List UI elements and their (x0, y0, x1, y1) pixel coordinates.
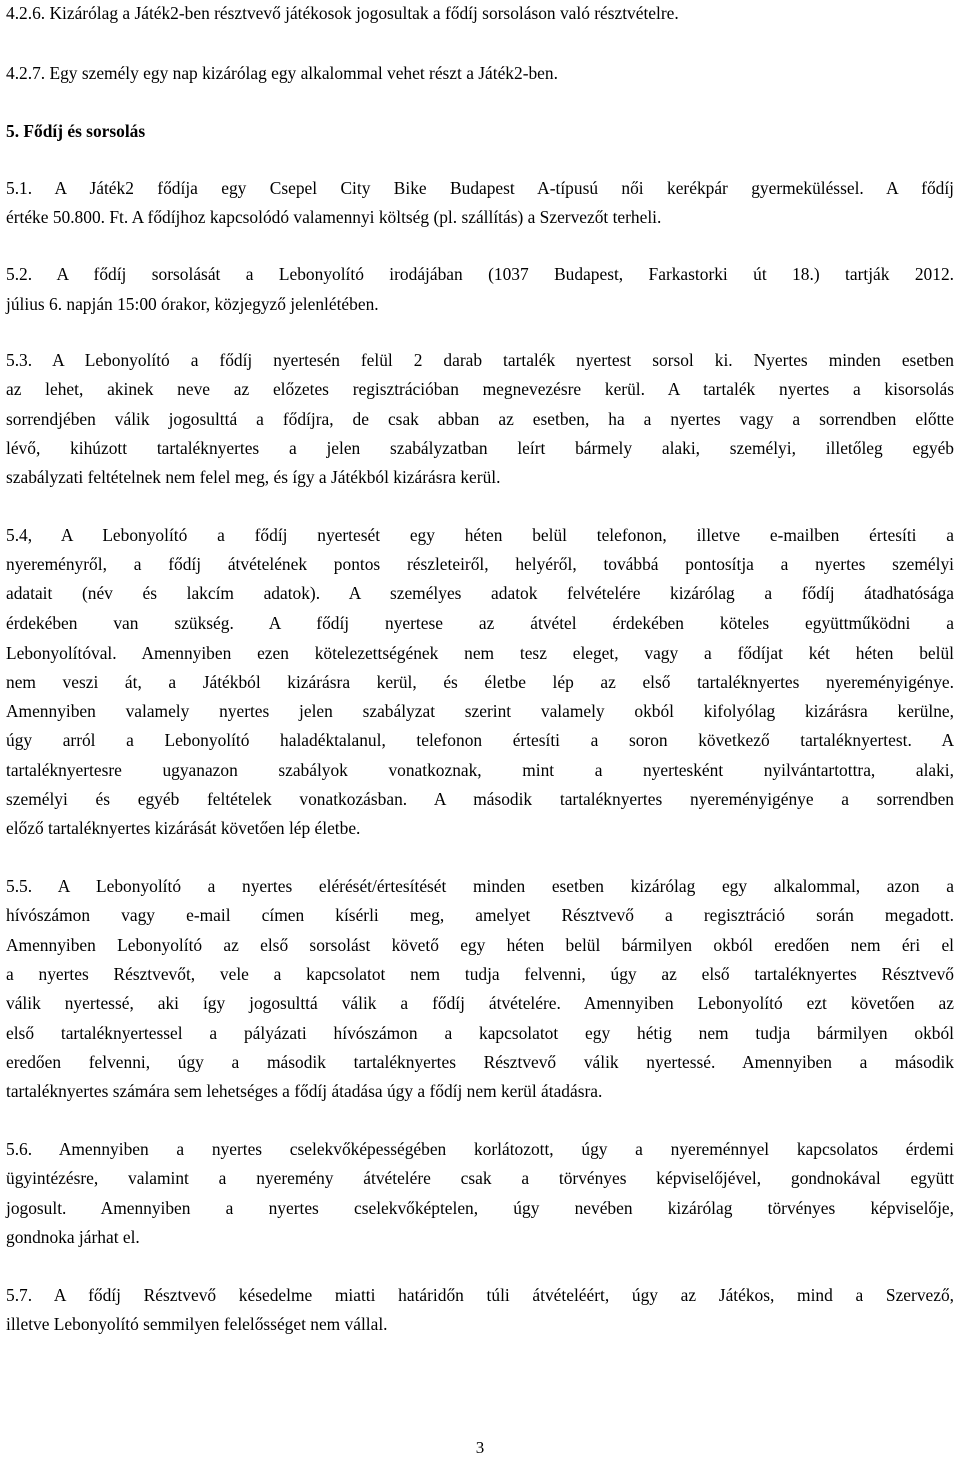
clause-5-5-line-1: 5.5. A Lebonyolító a nyertes elérését/értesítését minden esetben kizárólag egy alkalommal, azon a (6, 876, 954, 896)
clause-5-4-line-4: érdekében van szükség. A fődíj nyertese az átvétel érdekében köteles együttműködni a (6, 613, 954, 633)
clause-5-5-line-2: hívószámon vagy e-mail címen kísérli meg, amelyet Résztvevő a regisztráció során megadott. (6, 905, 954, 925)
clause-5-4-line-10: személyi és egyéb feltételek vonatkozásban. A második tartaléknyertes nyereményigénye a sorrendben (6, 789, 954, 809)
clause-5-5-line-8: tartaléknyertes számára sem lehetséges a fődíj átadása úgy a fődíj nem kerül átadásra. (6, 1081, 603, 1101)
section-heading-5: 5. Fődíj és sorsolás (6, 121, 146, 141)
clause-5-6-line-1: 5.6. Amennyiben a nyertes cselekvőképességében korlátozott, úgy a nyereménnyel kapcsolatos érdemi (6, 1139, 954, 1159)
clause-5-6-line-2: ügyintézésre, valamint a nyeremény átvételére csak a törvényes képviselőjével, gondnokával együtt (6, 1168, 954, 1188)
page-number: 3 (475, 1438, 485, 1457)
clause-5-7-line-2: illetve Lebonyolító semmilyen felelősséget nem vállal. (6, 1314, 388, 1334)
clause-5-5-line-4: a nyertes Résztvevőt, vele a kapcsolatot nem tudja felvenni, úgy az első tartaléknyertes Résztvevő (6, 964, 954, 984)
clause-4-2-6: 4.2.6. Kizárólag a Játék2-ben résztvevő játékosok jogosultak a fődíj sorsoláson való résztvételre. (6, 3, 679, 23)
clause-5-1-line-1: 5.1. A Játék2 fődíja egy Csepel City Bike Budapest A-típusú női kerékpár gyermeküléssel. A fődíj (6, 178, 954, 198)
clause-5-3-line-3: sorrendjében válik jogosulttá a fődíjra, de csak abban az esetben, ha a nyertes vagy a sorrendben előtte (6, 409, 954, 429)
clause-4-2-7: 4.2.7. Egy személy egy nap kizárólag egy alkalommal vehet részt a Játék2-ben. (6, 63, 558, 83)
clause-5-6-line-3: jogosult. Amennyiben a nyertes cselekvőképtelen, úgy nevében kizárólag törvényes képviselője, (6, 1198, 954, 1218)
clause-5-2-line-2: július 6. napján 15:00 órakor, közjegyző jelenlétében. (6, 294, 379, 314)
clause-5-5-line-5: válik nyertessé, aki így jogosulttá válik a fődíj átvételére. Amennyiben Lebonyolító ezt követően az (6, 993, 954, 1013)
clause-5-4-line-3: adatait (név és lakcím adatok). A személyes adatok felvételére kizárólag a fődíj átadhatósága (6, 583, 954, 603)
clause-5-5-line-6: első tartaléknyertessel a pályázati hívószámon a kapcsolatot egy hétig nem tudja bármilyen okból (6, 1023, 954, 1043)
clause-5-4-line-7: Amennyiben valamely nyertes jelen szabályzat szerint valamely okból kifolyólag kizárásra kerülne, (6, 701, 954, 721)
clause-5-4-line-6: nem veszi át, a Játékból kizárásra kerül, és életbe lép az első tartaléknyertes nyereményigénye. (6, 672, 954, 692)
clause-5-4-line-2: nyereményről, a fődíj átvételének pontos részleteiről, helyéről, továbbá pontosítja a nyertes személyi (6, 554, 954, 574)
clause-5-4-line-8: úgy arról a Lebonyolító haladéktalanul, telefonon értesíti a soron következő tartaléknyertest. A (6, 730, 954, 750)
clause-5-3-line-1: 5.3. A Lebonyolító a fődíj nyertesén felül 2 darab tartalék nyertest sorsol ki. Nyertes minden esetben (6, 350, 954, 370)
clause-5-4-line-9: tartaléknyertesre ugyanazon szabályok vonatkoznak, mint a nyertesként nyilvántartottra, alaki, (6, 760, 954, 780)
clause-5-6-line-4: gondnoka járhat el. (6, 1227, 140, 1247)
clause-5-4-line-11: előző tartaléknyertes kizárását követően lép életbe. (6, 818, 361, 838)
clause-5-3-line-4: lévő, kihúzott tartaléknyertes a jelen szabályzatban leírt bármely alaki, személyi, illetőleg egyéb (6, 438, 954, 458)
clause-5-5-line-7: eredően felvenni, úgy a második tartaléknyertes Résztvevő válik nyertessé. Amennyiben a második (6, 1052, 954, 1072)
clause-5-5-line-3: Amennyiben Lebonyolító az első sorsolást követő egy héten belül bármilyen okból eredően nem éri el (6, 935, 954, 955)
clause-5-3-line-2: az lehet, akinek neve az előzetes regisztrációban megnevezésre kerül. A tartalék nyertes a kisorsolás (6, 379, 954, 399)
clause-5-1-line-2: értéke 50.800. Ft. A fődíjhoz kapcsolódó valamennyi költség (pl. szállítás) a Szervezőt terheli. (6, 207, 662, 227)
clause-5-2-line-1: 5.2. A fődíj sorsolását a Lebonyolító irodájában (1037 Budapest, Farkastorki út 18.) tartják 2012. (6, 264, 954, 284)
clause-5-4-line-5: Lebonyolítóval. Amennyiben ezen kötelezettségének nem tesz eleget, vagy a fődíjat két héten belül (6, 643, 954, 663)
clause-5-3-line-5: szabályzati feltételnek nem felel meg, és így a Játékból kizárásra kerül. (6, 467, 501, 487)
clause-5-4-line-1: 5.4, A Lebonyolító a fődíj nyertesét egy héten belül telefonon, illetve e-mailben értesíti a (6, 525, 954, 545)
clause-5-7-line-1: 5.7. A fődíj Résztvevő késedelme miatti határidőn túli átvételéért, úgy az Játékos, mind a Szervező, (6, 1285, 954, 1305)
